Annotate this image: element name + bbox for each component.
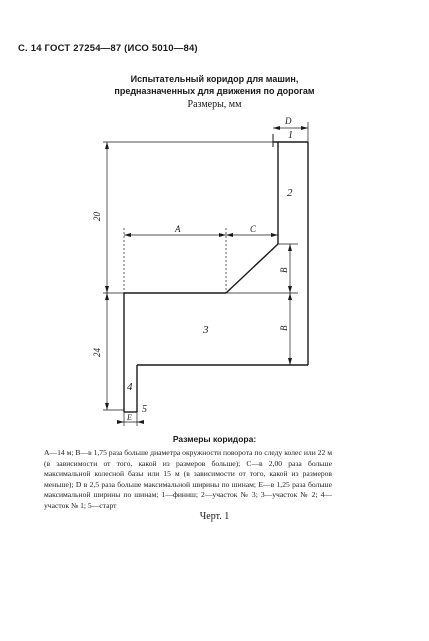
figure-title-line-1: Испытательный коридор для машин, <box>130 74 299 84</box>
drawing-labels <box>92 116 293 422</box>
zone-label-3: 3 <box>203 324 209 336</box>
legend-title: Размеры коридора: <box>172 434 257 444</box>
legend-text: A—14 м; B—в 1,75 раза больше диаметра окружности поворота по следу колес или 22 м (в зависимости от того, какой из размеров больше); C—в 2,00 раза больше максимальной колесной базы или 15 м (в зависимости от того, какой из размеров меньше); D в 2,5 раза больше максимальной ширины по шинам; E—в 1,25 раза больше максимальной ширины по шинам; 1—финиш; 2—участок № 3; 3—участок № 2; 4—участок № 1; 5—старт <box>44 448 332 510</box>
figure-title-line-2: предназначенных для движения по дорогам <box>114 86 315 96</box>
label-e: E <box>127 413 132 422</box>
zone-label-4: 4 <box>127 381 133 393</box>
zone-label-1: 1 <box>288 130 293 141</box>
dimensions-units-note: Размеры, мм <box>187 99 242 110</box>
dim-top-value: 20 <box>92 212 102 221</box>
label-b-upper: B <box>279 267 289 273</box>
zone-label-2: 2 <box>287 187 293 199</box>
label-d: D <box>285 116 292 126</box>
figure-caption: Черт. 1 <box>199 511 230 522</box>
zone-label-5: 5 <box>142 404 147 415</box>
dim-bottom-value: 24 <box>92 348 102 357</box>
label-b-lower: B <box>279 325 289 331</box>
label-c: C <box>250 224 257 234</box>
dimension-lines <box>103 122 308 426</box>
label-a: A <box>175 224 181 234</box>
page-header: С. 14 ГОСТ 27254—87 (ИСО 5010—84) <box>18 43 198 54</box>
